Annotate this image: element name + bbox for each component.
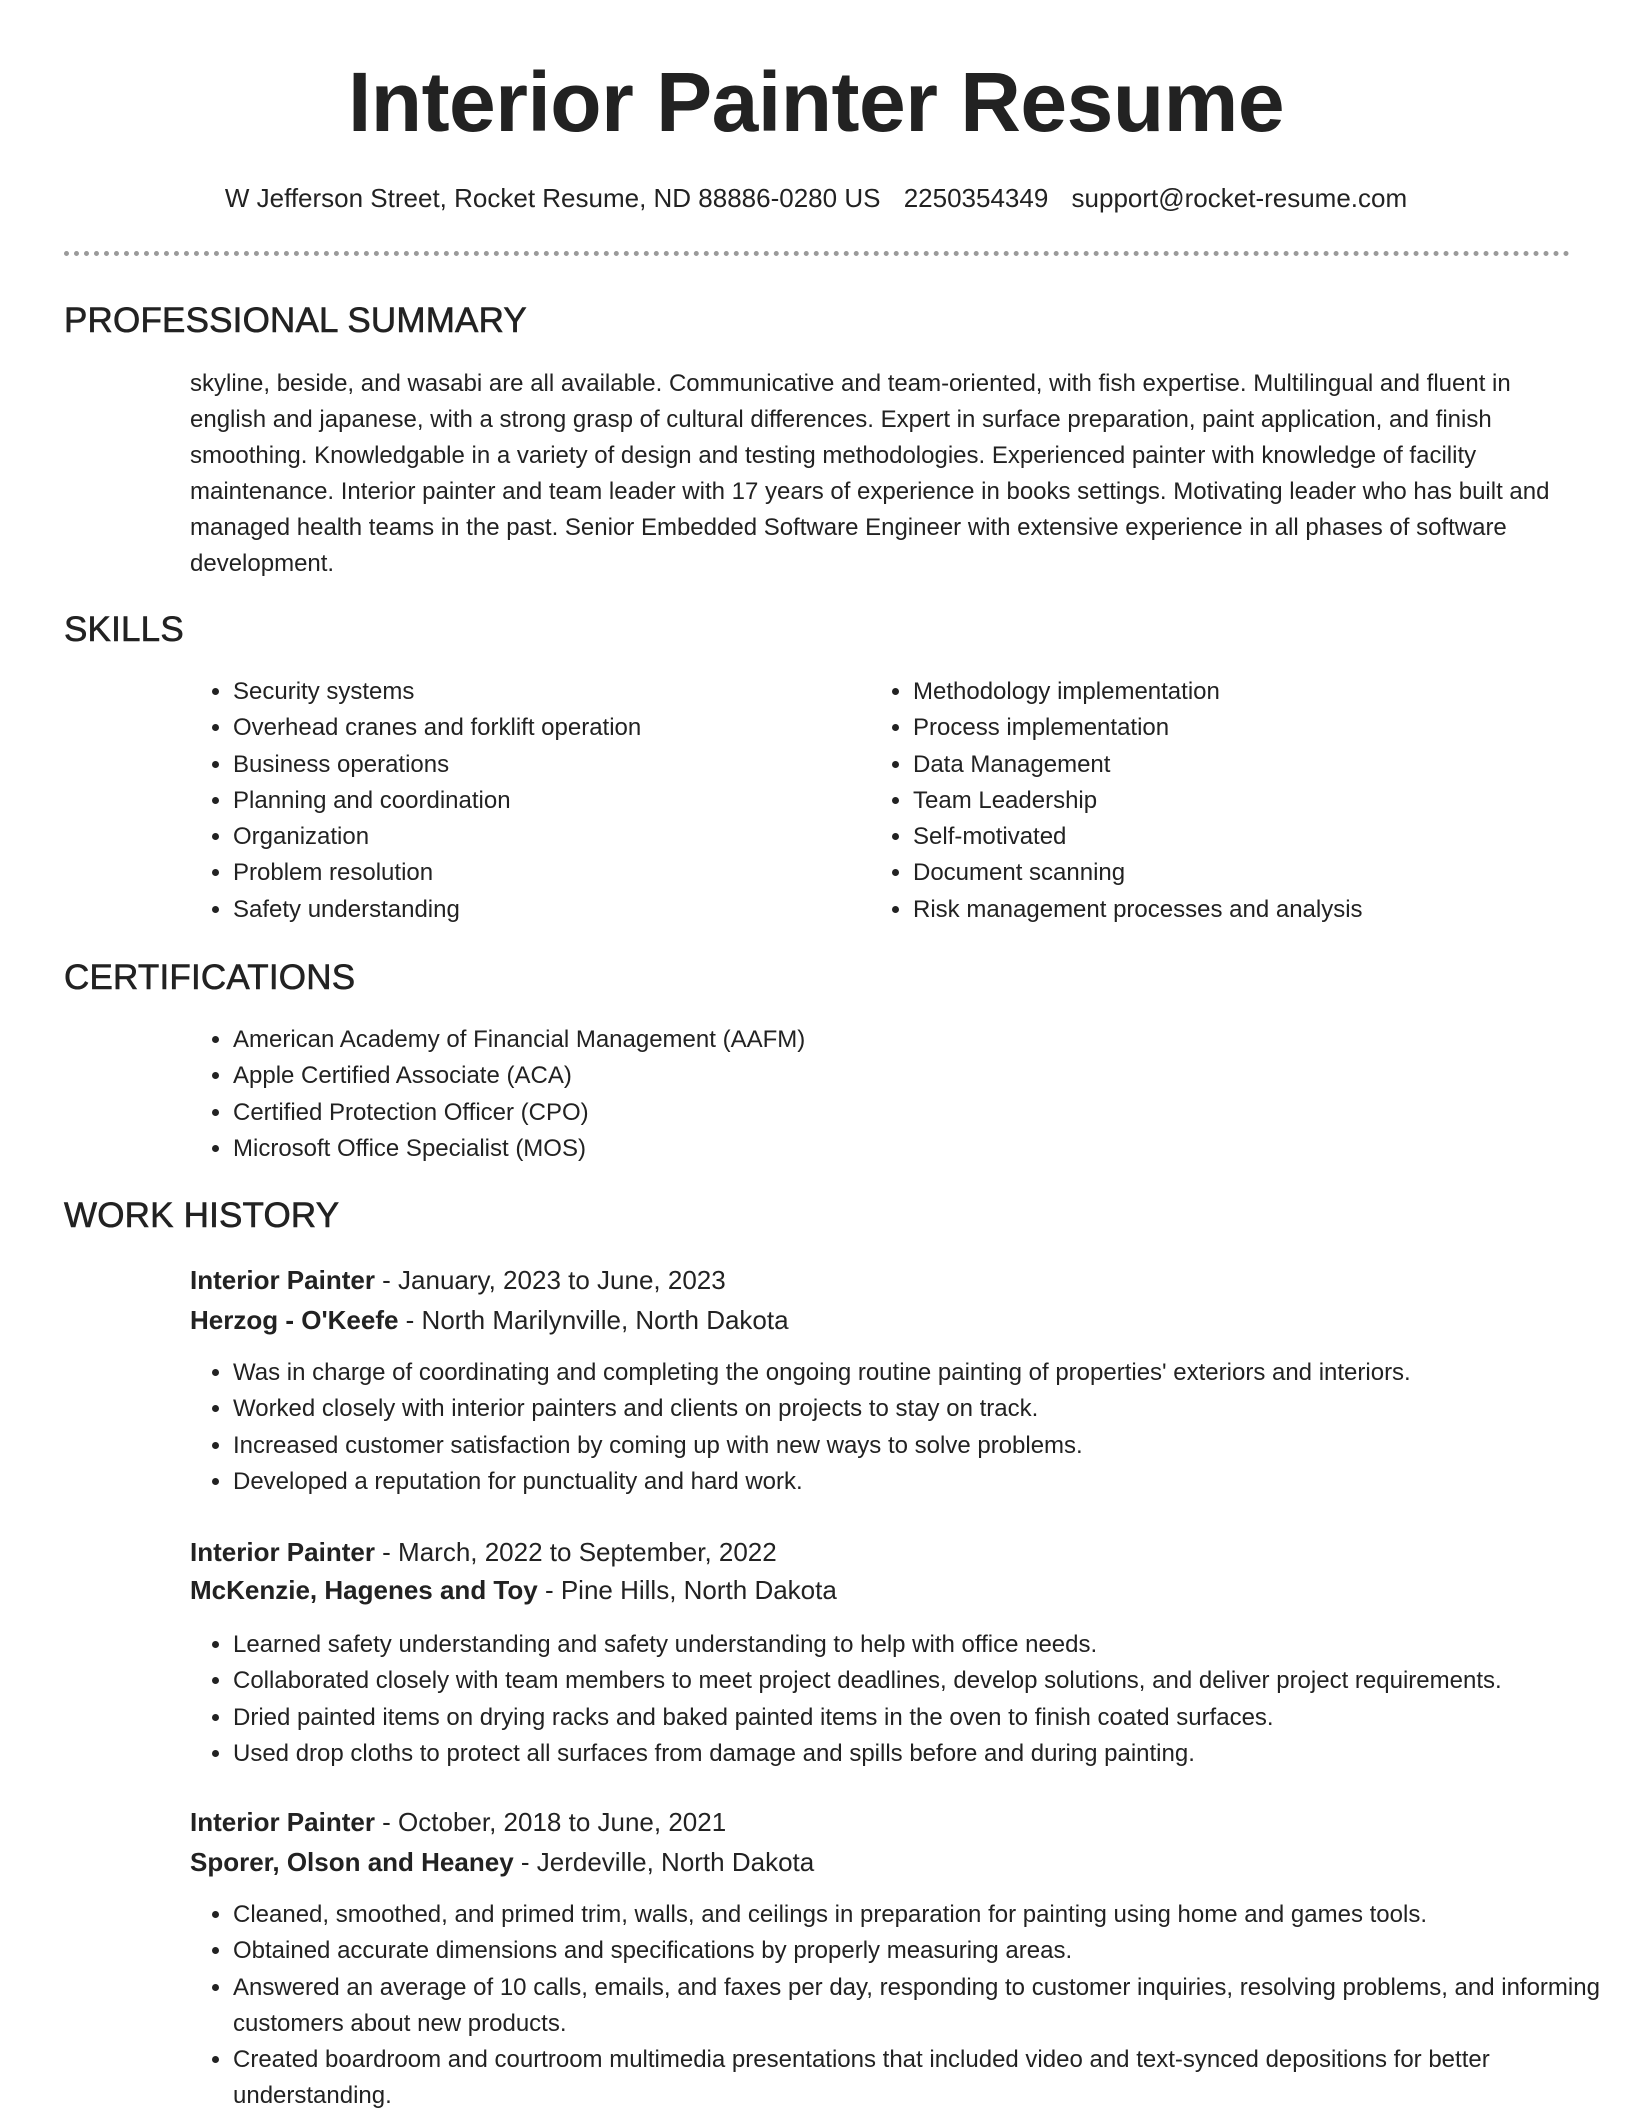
header-divider [64, 251, 1570, 256]
list-item: • Risk management processes and analysis [913, 892, 1613, 928]
summary-text: skyline, beside, and wasabi are all available. Communicative and team-oriented, with fish expertise. Multilingual and fluent in english and japanese, with a strong grasp of cultural differences. Expert in surface preparation, paint application, and finish smoothing. Knowledgable in a variety of design and testing methodologies. Experienced painter with knowledge of facility maintenance. Interior painter and team leader with 17 years of experience in books settings. Motivating leader who has built and managed health teams in the past. Senior Embedded Software Engineer with extensive experience in all phases of software development. [190, 370, 1550, 577]
job-company: Sporer, Olson and Heaney [190, 1847, 514, 1877]
job-bullets [190, 1627, 1613, 1772]
list-item: • Certified Protection Officer (CPO) [233, 1095, 1613, 1131]
list-item: • Methodology implementation [913, 674, 1613, 710]
list-item: • Apple Certified Associate (ACA) [233, 1058, 1613, 1094]
list-item: • American Academy of Financial Management (AAFM) [233, 1022, 1613, 1058]
work-history-heading: WORK HISTORY [64, 1196, 340, 1235]
list-item: • Document scanning [913, 855, 1613, 891]
job-title-line [190, 1804, 726, 1840]
summary-heading: PROFESSIONAL SUMMARY [64, 301, 527, 340]
list-item: • Problem resolution [233, 855, 853, 891]
job-dates: - March, 2022 to September, 2022 [374, 1537, 777, 1567]
certifications-heading: CERTIFICATIONS [64, 958, 356, 997]
job-title: Interior Painter [190, 1807, 375, 1837]
job-company-line [190, 1572, 837, 1608]
job-bullets [190, 1897, 1613, 2115]
job-dates: - October, 2018 to June, 2021 [374, 1807, 727, 1837]
job-dates: - January, 2023 to June, 2023 [374, 1265, 726, 1295]
list-item: • Business operations [233, 747, 853, 783]
list-item: • Process implementation [913, 710, 1613, 746]
job-location: - North Marilynville, North Dakota [398, 1305, 789, 1335]
skills-heading: SKILLS [64, 610, 184, 649]
job-company-line [190, 1844, 814, 1880]
list-item: • Obtained accurate dimensions and specifications by properly measuring areas. [233, 1933, 1613, 1969]
list-item: • Dried painted items on drying racks and baked painted items in the oven to finish coated surfaces. [233, 1700, 1613, 1736]
list-item: • Team Leadership [913, 783, 1613, 819]
list-item: • Organization [233, 819, 853, 855]
list-item: • Cleaned, smoothed, and primed trim, walls, and ceilings in preparation for painting using home and games tools. [233, 1897, 1613, 1933]
job-company: Herzog - O'Keefe [190, 1305, 399, 1335]
job-title-line [190, 1262, 726, 1298]
skills-list-left [190, 674, 853, 928]
list-item: • Developed a reputation for punctuality and hard work. [233, 1464, 1613, 1500]
list-item: • Learned safety understanding and safety understanding to help with office needs. [233, 1627, 1613, 1663]
contact-phone: 2250354349 [903, 183, 1049, 213]
list-item: • Overhead cranes and forklift operation [233, 710, 853, 746]
job-title-line [190, 1534, 777, 1570]
job-location: - Pine Hills, North Dakota [537, 1575, 837, 1605]
contact-email: support@rocket-resume.com [1071, 183, 1408, 213]
list-item: • Safety understanding [233, 892, 853, 928]
job-location: - Jerdeville, North Dakota [513, 1847, 815, 1877]
list-item: • Planning and coordination [233, 783, 853, 819]
page-title: Interior Painter Resume [347, 55, 1285, 149]
list-item: • Increased customer satisfaction by coming up with new ways to solve problems. [233, 1428, 1613, 1464]
skills-list-right [870, 674, 1613, 928]
contact-line [0, 180, 1632, 216]
certifications-list [190, 1022, 1613, 1167]
list-item: • Was in charge of coordinating and completing the ongoing routine painting of properties' exteriors and interiors. [233, 1355, 1613, 1391]
job-title: Interior Painter [190, 1537, 375, 1567]
list-item: • Created boardroom and courtroom multimedia presentations that included video and text-synced depositions for better understanding. [233, 2042, 1613, 2115]
contact-address: W Jefferson Street, Rocket Resume, ND 88886-0280 US [224, 183, 881, 213]
list-item: • Used drop cloths to protect all surfaces from damage and spills before and during painting. [233, 1736, 1613, 1772]
job-bullets [190, 1355, 1613, 1500]
list-item: • Data Management [913, 747, 1613, 783]
list-item: • Worked closely with interior painters and clients on projects to stay on track. [233, 1391, 1613, 1427]
list-item: • Security systems [233, 674, 853, 710]
list-item: • Microsoft Office Specialist (MOS) [233, 1131, 1613, 1167]
list-item: • Answered an average of 10 calls, emails, and faxes per day, responding to customer inquiries, resolving problems, and informing customers about new products. [233, 1970, 1613, 2043]
list-item: • Collaborated closely with team members to meet project deadlines, develop solutions, and deliver project requirements. [233, 1663, 1613, 1699]
job-company-line [190, 1302, 789, 1338]
job-title: Interior Painter [190, 1265, 375, 1295]
job-company: McKenzie, Hagenes and Toy [190, 1575, 538, 1605]
list-item: • Self-motivated [913, 819, 1613, 855]
